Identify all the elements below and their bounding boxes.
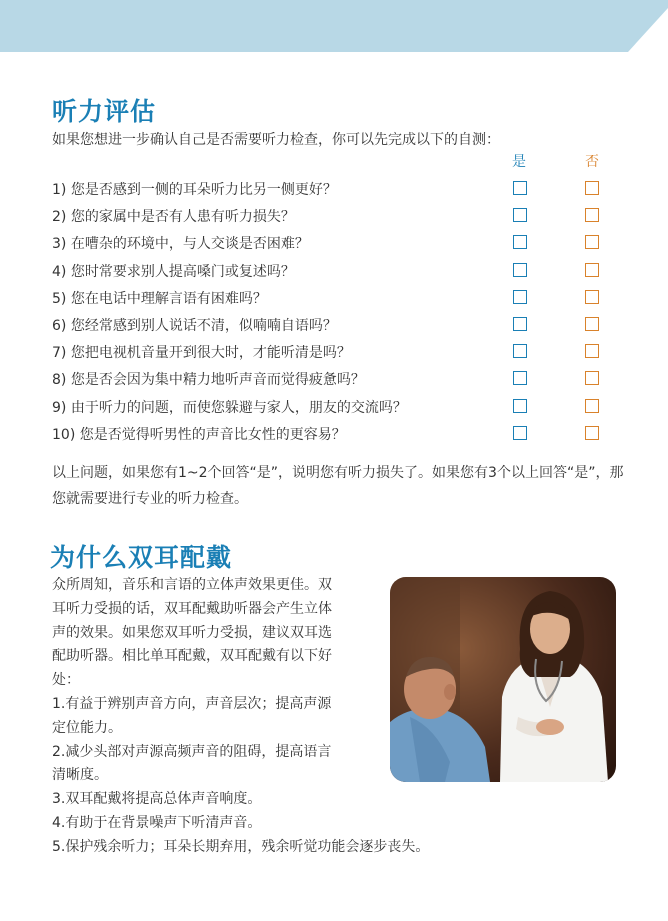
hearing-intro: 如果您想进一步确认自己是否需要听力检查，你可以先完成以下的自测：: [52, 132, 500, 148]
question-row: [0, 176, 668, 203]
no-checkbox[interactable]: [585, 371, 599, 385]
top-banner: [0, 0, 668, 52]
question-text: 6) 您经常感到别人说话不清，似喃喃自语吗？: [52, 317, 337, 334]
question-list: [0, 176, 668, 448]
question-text: 10) 您是否觉得听男性的声音比女性的更容易？: [52, 426, 346, 443]
question-row: [0, 339, 668, 366]
question-row: [0, 258, 668, 285]
question-text: 2) 您的家属中是否有人患有听力损失？: [52, 209, 295, 226]
binaural-line: 处：: [52, 672, 80, 689]
binaural-line: 配助听器。相比单耳配戴，双耳配戴有以下好: [52, 648, 332, 665]
yes-column-header: 是: [512, 154, 526, 170]
yes-checkbox[interactable]: [513, 208, 527, 222]
hearing-summary: 以上问题，如果您有1~2个回答“是”，说明您有听力损失了。如果您有3个以上回答“是”，那您就需要进行专业的听力检查。: [52, 465, 624, 507]
yes-checkbox[interactable]: [513, 181, 527, 195]
question-text: 5) 您在电话中理解言语有困难吗？: [52, 290, 267, 307]
no-column-header: 否: [585, 154, 599, 170]
no-checkbox[interactable]: [585, 208, 599, 222]
no-checkbox[interactable]: [585, 235, 599, 249]
doctor-patient-photo: [390, 577, 616, 782]
no-checkbox[interactable]: [585, 317, 599, 331]
question-row: [0, 366, 668, 393]
yes-checkbox[interactable]: [513, 290, 527, 304]
hearing-assessment-title: 听力评估: [52, 97, 157, 126]
binaural-title: 为什么双耳配戴: [50, 543, 233, 572]
no-checkbox[interactable]: [585, 181, 599, 195]
no-checkbox[interactable]: [585, 263, 599, 277]
no-checkbox[interactable]: [585, 399, 599, 413]
yes-checkbox[interactable]: [513, 317, 527, 331]
question-text: 7) 您把电视机音量开到很大时，才能听清是吗？: [52, 345, 351, 362]
yes-checkbox[interactable]: [513, 426, 527, 440]
yes-checkbox[interactable]: [513, 263, 527, 277]
yes-checkbox[interactable]: [513, 399, 527, 413]
question-text: 4) 您时常要求别人提高嗓门或复述吗？: [52, 263, 295, 280]
question-row: [0, 312, 668, 339]
binaural-line: 众所周知，音乐和言语的立体声效果更佳。双: [52, 577, 332, 593]
binaural-line: 4.有助于在背景噪声下听清声音。: [52, 814, 262, 831]
binaural-line: 1.有益于辨别声音方向，声音层次；提高声源: [52, 695, 332, 712]
question-text: 3) 在嘈杂的环境中，与人交谈是否困难？: [52, 236, 309, 253]
binaural-body: [52, 574, 429, 860]
question-row: [0, 421, 668, 448]
question-row: [0, 203, 668, 230]
binaural-line: 5.保护残余听力；耳朵长期弃用，残余听觉功能会逐步丧失。: [52, 838, 430, 855]
no-checkbox[interactable]: [585, 290, 599, 304]
yes-checkbox[interactable]: [513, 371, 527, 385]
question-text: 9) 由于听力的问题，而使您躲避与家人，朋友的交流吗？: [52, 399, 407, 416]
binaural-line: 耳听力受损的话，双耳配戴助听器会产生立体: [52, 600, 332, 617]
binaural-line: 3.双耳配戴将提高总体声音响度。: [52, 791, 262, 808]
question-row: [0, 394, 668, 421]
question-row: [0, 285, 668, 312]
binaural-line: 声的效果。如果您双耳听力受损，建议双耳选: [52, 624, 332, 641]
yes-checkbox[interactable]: [513, 235, 527, 249]
question-row: [0, 230, 668, 257]
question-text: 8) 您是否会因为集中精力地听声音而觉得疲惫吗？: [52, 372, 365, 389]
question-text: 1) 您是否感到一侧的耳朵听力比另一侧更好？: [52, 182, 337, 198]
binaural-line: 清晰度。: [52, 767, 108, 784]
no-checkbox[interactable]: [585, 344, 599, 358]
binaural-line: 2.减少头部对声源高频声音的阻碍，提高语言: [52, 743, 332, 760]
binaural-line: 定位能力。: [52, 719, 122, 736]
no-checkbox[interactable]: [585, 426, 599, 440]
yes-checkbox[interactable]: [513, 344, 527, 358]
